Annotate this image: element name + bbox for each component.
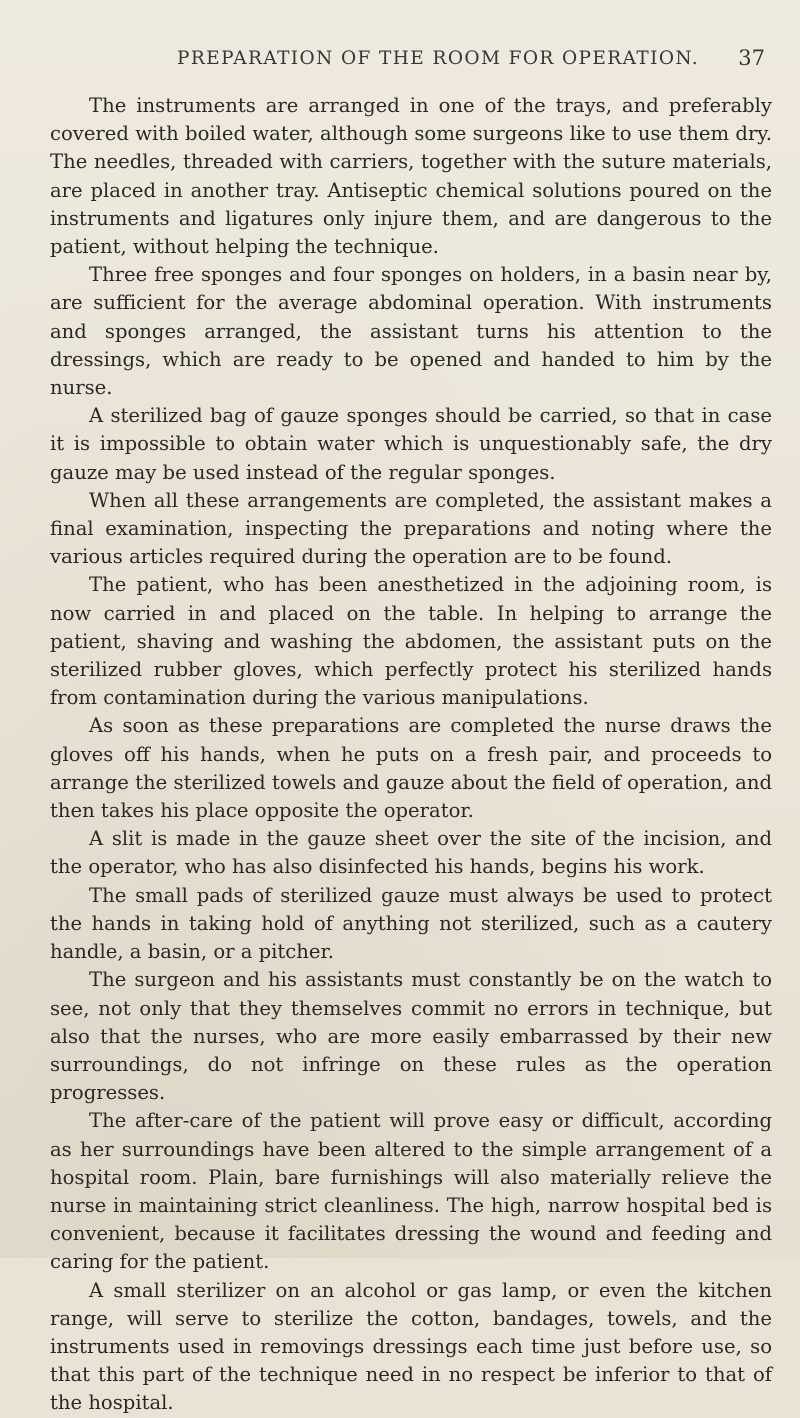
paragraph-gauze-pads: The small pads of sterilized gauze must always be used to protect the hands in taking hold of anything not sterilized, such as a cautery handle, a basin, or a pitcher. <box>50 883 772 964</box>
body-text <box>50 92 772 1418</box>
running-head <box>177 48 765 74</box>
paragraph-final-examination: When all these arrangements are completed, the assistant makes a final examination, inspecting the preparations and noting where the various articles required during the operation are to be found. <box>50 488 772 569</box>
paragraph-instruments: The instruments are arranged in one of the trays, and preferably covered with boiled water, although some surgeons like to use them dry. The needles, threaded with carriers, together with the suture materials, are placed in another tray. Antiseptic chemical solutions poured on the instruments and ligatures only injure them, and are dangerous to the patient, without helping the technique. <box>50 94 772 259</box>
running-title: PREPARATION OF THE ROOM FOR OPERATION. <box>177 48 700 69</box>
paragraph-gauze-bag: A sterilized bag of gauze sponges should be carried, so that in case it is impossible to obtain water which is unquestionably safe, the dry gauze may be used instead of the regular sponges. <box>50 404 772 484</box>
page-number: 37 <box>738 46 765 70</box>
paragraph-sponges: Three free sponges and four sponges on holders, in a basin near by, are sufficient for the average abdominal operation. With instruments and sponges arranged, the assistant turns his attention to the dressings, which are ready to be opened and handed to him by the nurse. <box>50 263 772 400</box>
paragraph-gloves: As soon as these preparations are completed the nurse draws the gloves off his hands, when he puts on a fresh pair, and proceeds to arrange the sterilized towels and gauze about the field of operation, and then takes his place opposite the operator. <box>50 714 772 823</box>
paragraph-incision: A slit is made in the gauze sheet over the site of the incision, and the operator, who has also disinfected his hands, begins his work. <box>50 827 772 879</box>
paragraph-sterilizer: A small sterilizer on an alcohol or gas lamp, or even the kitchen range, will serve to sterilize the cotton, bandages, towels, and the instruments used in removings dressings each time just before use, so that this part of the technique need in no respect be inferior to that of the hospital. <box>50 1278 772 1415</box>
paragraph-after-care: The after-care of the patient will prove easy or difficult, according as her surroundings have been altered to the simple arrangement of a hospital room. Plain, bare furnishings will also materially relieve the nurse in maintaining strict cleanliness. The high, narrow hospital bed is convenient, because it facilitates dressing the wound and feeding and caring for the patient. <box>50 1109 772 1274</box>
paragraph-patient: The patient, who has been anesthetized in the adjoining room, is now carried in and placed on the table. In helping to arrange the patient, shaving and washing the abdomen, the assistant puts on the sterilized rubber gloves, which perfectly protect his sterilized hands from contamination during the various manipulations. <box>50 573 772 710</box>
paragraph-watch: The surgeon and his assistants must constantly be on the watch to see, not only that they themselves commit no errors in technique, but also that the nurses, who are more easily embarrassed by their new surroundings, do not infringe on these rules as the operation progresses. <box>50 968 772 1105</box>
